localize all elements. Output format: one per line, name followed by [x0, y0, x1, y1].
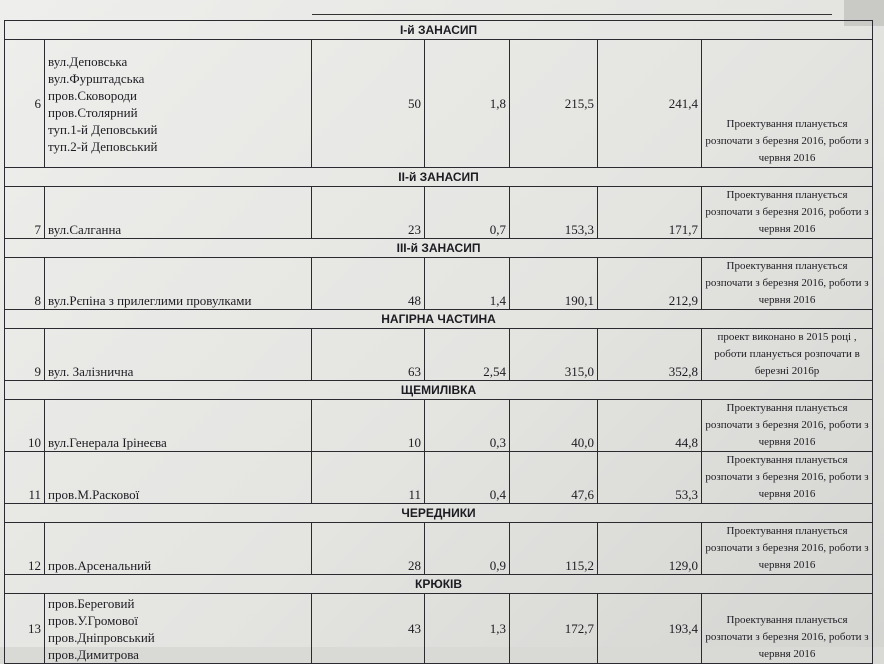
- section-header-row: [5, 310, 873, 329]
- value-cell: 28: [312, 523, 425, 575]
- street-list: [45, 187, 312, 239]
- street-name: пров.Димитрова: [48, 646, 139, 662]
- value-cell: 0,4: [425, 452, 510, 504]
- section-header-row: [5, 21, 873, 40]
- value-cell: 171,7: [598, 187, 702, 239]
- value-cell: 48: [312, 258, 425, 310]
- value-cell: 215,5: [510, 40, 598, 168]
- value-cell: 193,4: [598, 594, 702, 664]
- row-number: 6: [5, 40, 45, 168]
- value-cell: 50: [312, 40, 425, 168]
- street-name: пров.Береговий: [48, 595, 135, 611]
- street-name: пров.У.Громової: [48, 612, 139, 628]
- table-row: [5, 187, 873, 239]
- table-row: [5, 329, 873, 381]
- table-row: [5, 40, 873, 168]
- works-table: [4, 20, 873, 664]
- note-cell: Проектування планується розпочати з березня 2016, роботи з червня 2016: [702, 594, 873, 664]
- top-rule-line: [312, 14, 832, 15]
- value-cell: 63: [312, 329, 425, 381]
- street-name: пров.Столярний: [48, 104, 138, 120]
- street-name: пров.М.Раскової: [48, 487, 140, 502]
- note-cell: Проектування планується розпочати з березня 2016, роботи з червня 2016: [702, 258, 873, 310]
- section-title: ЧЕРЕДНИКИ: [5, 504, 873, 523]
- value-cell: 129,0: [598, 523, 702, 575]
- street-name: вул. Залізнична: [48, 364, 134, 379]
- table-row: [5, 452, 873, 504]
- note-cell: Проектування планується розпочати з березня 2016, роботи з червня 2016: [702, 400, 873, 452]
- street-list: [45, 400, 312, 452]
- street-list: [45, 594, 312, 664]
- value-cell: 352,8: [598, 329, 702, 381]
- section-title: НАГІРНА ЧАСТИНА: [5, 310, 873, 329]
- value-cell: 11: [312, 452, 425, 504]
- table-row: [5, 400, 873, 452]
- section-header-row: [5, 239, 873, 258]
- value-cell: 115,2: [510, 523, 598, 575]
- section-title: ІІ-й ЗАНАСИП: [5, 168, 873, 187]
- value-cell: 315,0: [510, 329, 598, 381]
- row-number: 13: [5, 594, 45, 664]
- value-cell: 1,8: [425, 40, 510, 168]
- value-cell: 40,0: [510, 400, 598, 452]
- value-cell: 2,54: [425, 329, 510, 381]
- note-cell: Проектування планується розпочати з березня 2016, роботи з червня 2016: [702, 452, 873, 504]
- value-cell: 10: [312, 400, 425, 452]
- street-list: [45, 523, 312, 575]
- street-name: вул.Генерала Ірінеєва: [48, 435, 167, 450]
- value-cell: 23: [312, 187, 425, 239]
- section-header-row: [5, 381, 873, 400]
- value-cell: 1,4: [425, 258, 510, 310]
- value-cell: 47,6: [510, 452, 598, 504]
- street-name: вул.Деповська: [48, 53, 128, 69]
- street-list: [45, 258, 312, 310]
- row-number: 10: [5, 400, 45, 452]
- street-name: вул.Салганна: [48, 222, 122, 237]
- value-cell: 172,7: [510, 594, 598, 664]
- section-title: І-й ЗАНАСИП: [5, 21, 873, 40]
- note-cell: Проектування планується розпочати з березня 2016, роботи з червня 2016: [702, 40, 873, 168]
- value-cell: 53,3: [598, 452, 702, 504]
- value-cell: 0,7: [425, 187, 510, 239]
- row-number: 8: [5, 258, 45, 310]
- section-title: ЩЕМИЛІВКА: [5, 381, 873, 400]
- street-name: пров.Арсенальний: [48, 558, 152, 573]
- value-cell: 43: [312, 594, 425, 664]
- section-title: ІІІ-й ЗАНАСИП: [5, 239, 873, 258]
- value-cell: 44,8: [598, 400, 702, 452]
- street-name: туп.2-й Деповський: [48, 138, 158, 154]
- value-cell: 190,1: [510, 258, 598, 310]
- section-header-row: [5, 575, 873, 594]
- section-header-row: [5, 168, 873, 187]
- street-name: туп.1-й Деповський: [48, 121, 158, 137]
- table-row: [5, 523, 873, 575]
- table-row: [5, 594, 873, 664]
- section-header-row: [5, 504, 873, 523]
- value-cell: 0,9: [425, 523, 510, 575]
- street-name: пров.Дніпровський: [48, 629, 155, 645]
- value-cell: 0,3: [425, 400, 510, 452]
- note-cell: Проектування планується розпочати з березня 2016, роботи з червня 2016: [702, 523, 873, 575]
- value-cell: 153,3: [510, 187, 598, 239]
- table-row: [5, 258, 873, 310]
- value-cell: 212,9: [598, 258, 702, 310]
- street-name: пров.Сковороди: [48, 87, 137, 103]
- row-number: 7: [5, 187, 45, 239]
- street-name: вул.Фурштадська: [48, 70, 145, 86]
- row-number: 9: [5, 329, 45, 381]
- note-cell: Проектування планується розпочати з березня 2016, роботи з червня 2016: [702, 187, 873, 239]
- value-cell: 241,4: [598, 40, 702, 168]
- street-list: [45, 329, 312, 381]
- row-number: 11: [5, 452, 45, 504]
- note-cell: проект виконано в 2015 році , роботи планується розпочати в березні 2016р: [702, 329, 873, 381]
- row-number: 12: [5, 523, 45, 575]
- value-cell: 1,3: [425, 594, 510, 664]
- street-list: [45, 40, 312, 168]
- street-list: [45, 452, 312, 504]
- street-name: вул.Рєпіна з прилеглими провулками: [48, 293, 252, 308]
- section-title: КРЮКІВ: [5, 575, 873, 594]
